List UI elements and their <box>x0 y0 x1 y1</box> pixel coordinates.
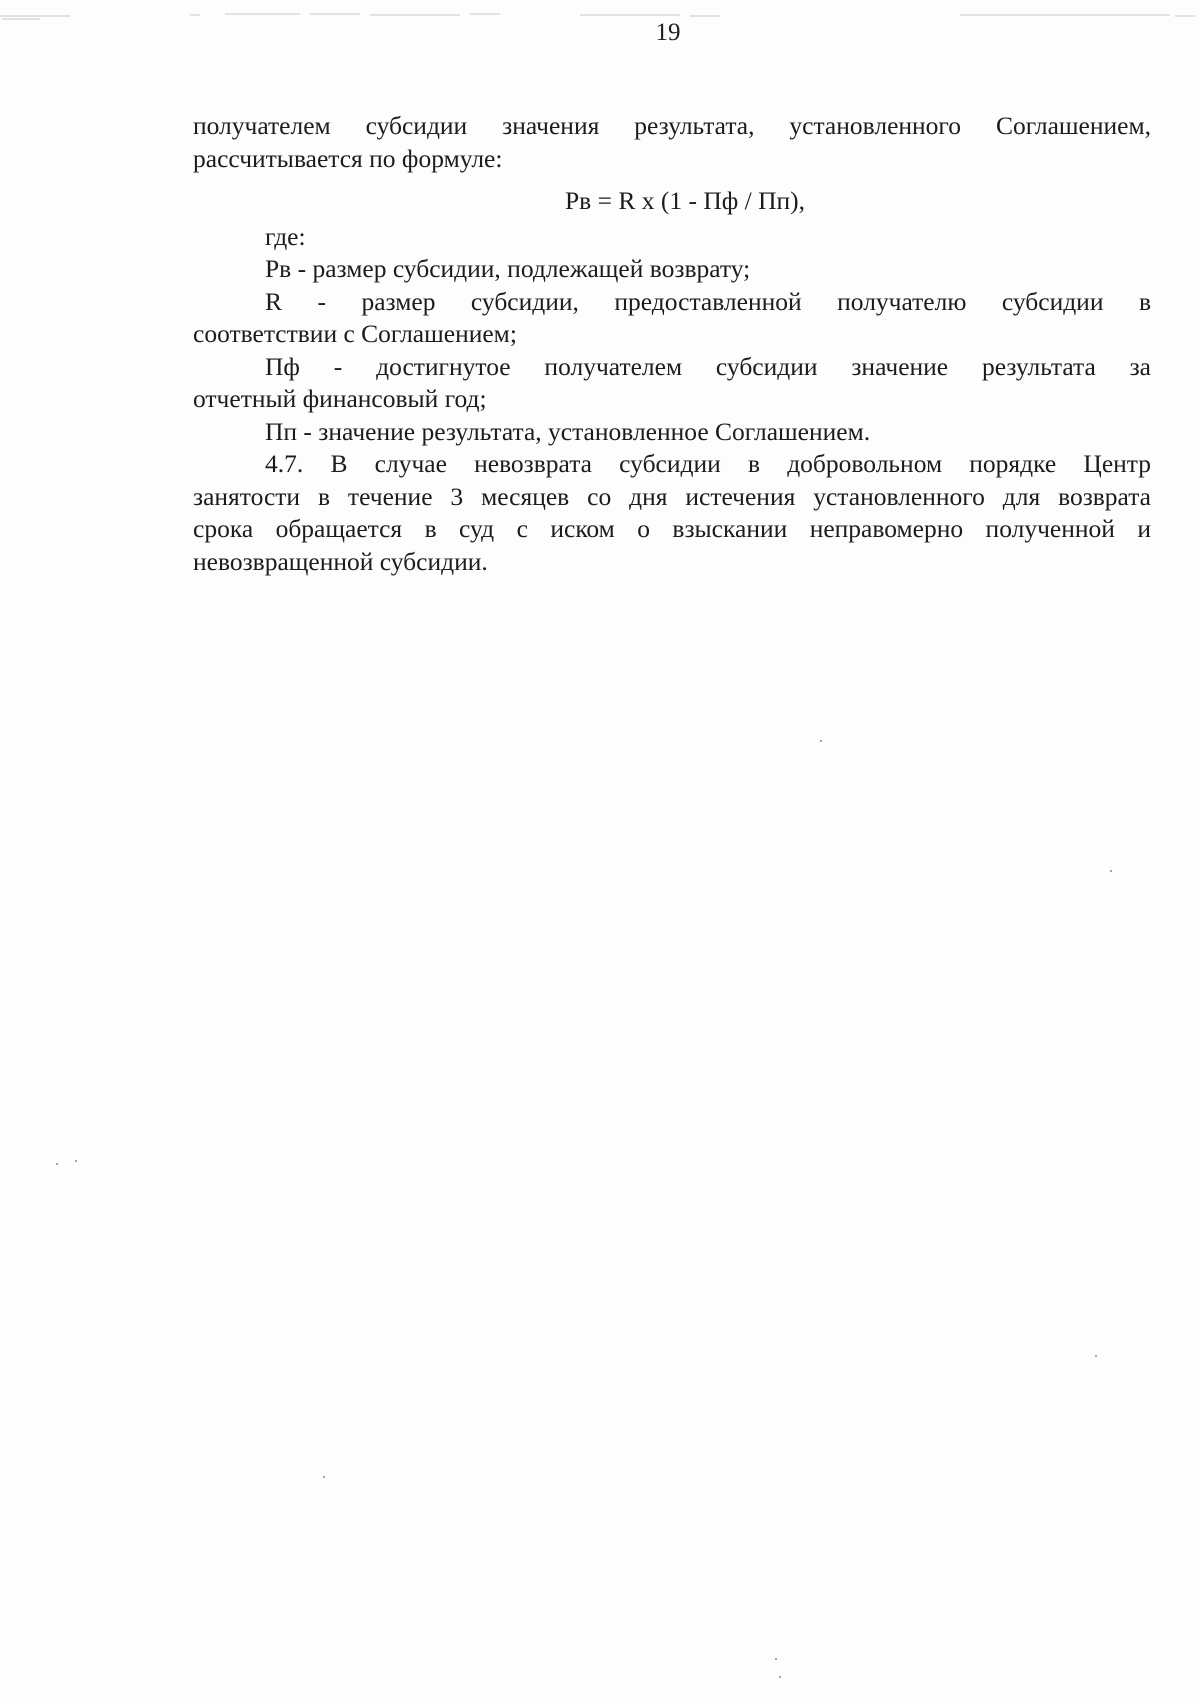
clause-4-7-line-2: занятости в течение 3 месяцев со дня истечения установленного для возврата <box>193 481 1151 511</box>
definition-pf-line-2: отчетный финансовый год; <box>193 384 487 413</box>
body-text <box>193 110 1151 578</box>
intro-line-2: рассчитывается по формуле: <box>193 143 503 173</box>
scan-speck <box>820 740 822 742</box>
clause-4-7-line-3: срока обращается в суд с иском о взыскании неправомерно полученной и <box>193 514 1151 543</box>
scan-speck <box>775 1658 777 1660</box>
definition-r-line-1: R - размер субсидии, предоставленной получателю субсидии в <box>265 286 1151 316</box>
intro-line-1: получателем субсидии значения результата, установленного Соглашением, <box>193 111 1151 140</box>
scan-speck <box>1095 1355 1097 1357</box>
scan-speck <box>1110 870 1112 872</box>
scan-speck <box>779 1676 781 1678</box>
where-label: где: <box>265 221 306 251</box>
scan-speck <box>75 1160 77 1162</box>
formula: Рв = R x (1 - Пф / Пп), <box>564 186 806 215</box>
definition-pv: Рв - размер субсидии, подлежащей возврату; <box>265 254 751 283</box>
clause-4-7-line-4: невозвращенной субсидии. <box>193 546 488 576</box>
definition-pp: Пп - значение результата, установленное Соглашением. <box>265 416 871 446</box>
definition-pf-line-1: Пф - достигнутое получателем субсидии значение результата за <box>265 351 1151 381</box>
page-number: 19 <box>655 19 681 46</box>
scan-speck <box>323 1476 325 1478</box>
scan-speck <box>56 1163 58 1165</box>
definition-r-line-2: соответствии с Соглашением; <box>193 319 517 348</box>
clause-4-7-line-1: 4.7. В случае невозврата субсидии в добровольном порядке Центр <box>265 449 1151 478</box>
